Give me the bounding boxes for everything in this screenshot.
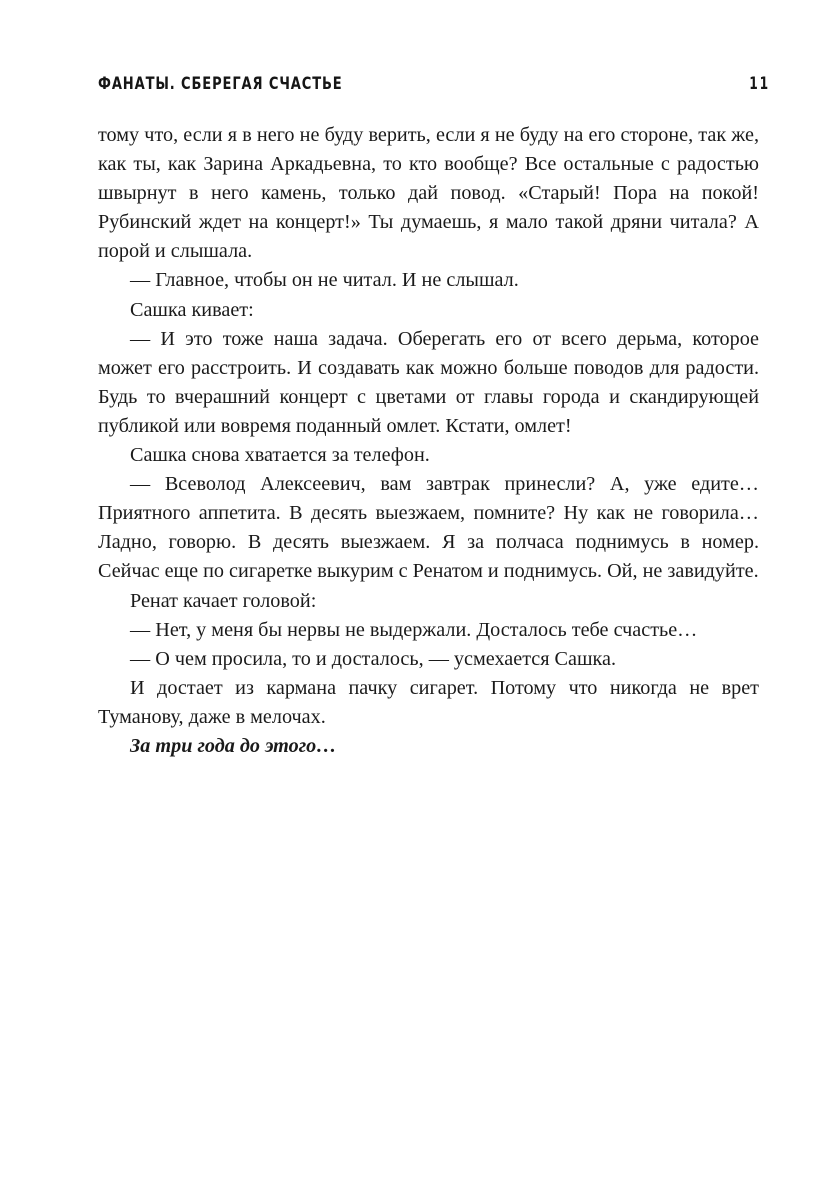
paragraph-narration: И достает из кармана пачку сигарет. Потому что никогда не врет Туманову, даже в мелочах. xyxy=(98,676,759,728)
paragraph-narration: Сашка снова хватается за телефон. xyxy=(130,444,430,467)
paragraph-narration: Ренат качает головой: xyxy=(130,589,317,612)
body-text-block xyxy=(98,121,759,761)
paragraph-dialogue: — Нет, у меня бы нервы не выдержали. Досталось тебе счастье… xyxy=(130,618,698,641)
page-number: 11 xyxy=(749,74,770,94)
paragraph-dialogue: — Всеволод Алексеевич, вам завтрак принесли? А, уже едите… Приятного аппетита. В десять выезжаем, помните? Ну как не говорила… Ладно, говорю. В десять выезжаем. Я за полчаса поднимусь в номер. Сейчас еще по сигаретке выкурим с Ренатом и поднимусь. Ой, не завидуйте. xyxy=(98,473,759,583)
paragraph-dialogue: — И это тоже наша задача. Оберегать его от всего дерьма, которое может его расстроить. И создавать как можно больше поводов для радости. Будь то вчерашний концерт с цветами от главы города и скандирующей публикой или вовремя поданный омлет. Кстати, омлет! xyxy=(98,327,759,437)
paragraph-dialogue: — Главное, чтобы он не читал. И не слышал. xyxy=(130,269,519,292)
paragraph-dialogue: — О чем просила, то и досталось, — усмехается Сашка. xyxy=(130,647,617,670)
running-head-book-title: ФАНАТЫ. СБЕРЕГАЯ СЧАСТЬЕ xyxy=(98,74,343,93)
paragraph-time-skip: За три года до этого… xyxy=(130,734,337,757)
paragraph-continuation: тому что, если я в него не буду верить, если я не буду на его стороне, так же, как ты, как Зарина Аркадьевна, то кто вообще? Все остальные с радостью швырнут в него камень, только дай повод. «Старый! Пора на покой! Рубинский ждет на концерт!» Ты думаешь, я мало такой дряни читала? А порой и слышала. xyxy=(98,124,759,263)
running-head xyxy=(98,76,770,104)
paragraph-narration: Сашка кивает: xyxy=(130,298,254,321)
